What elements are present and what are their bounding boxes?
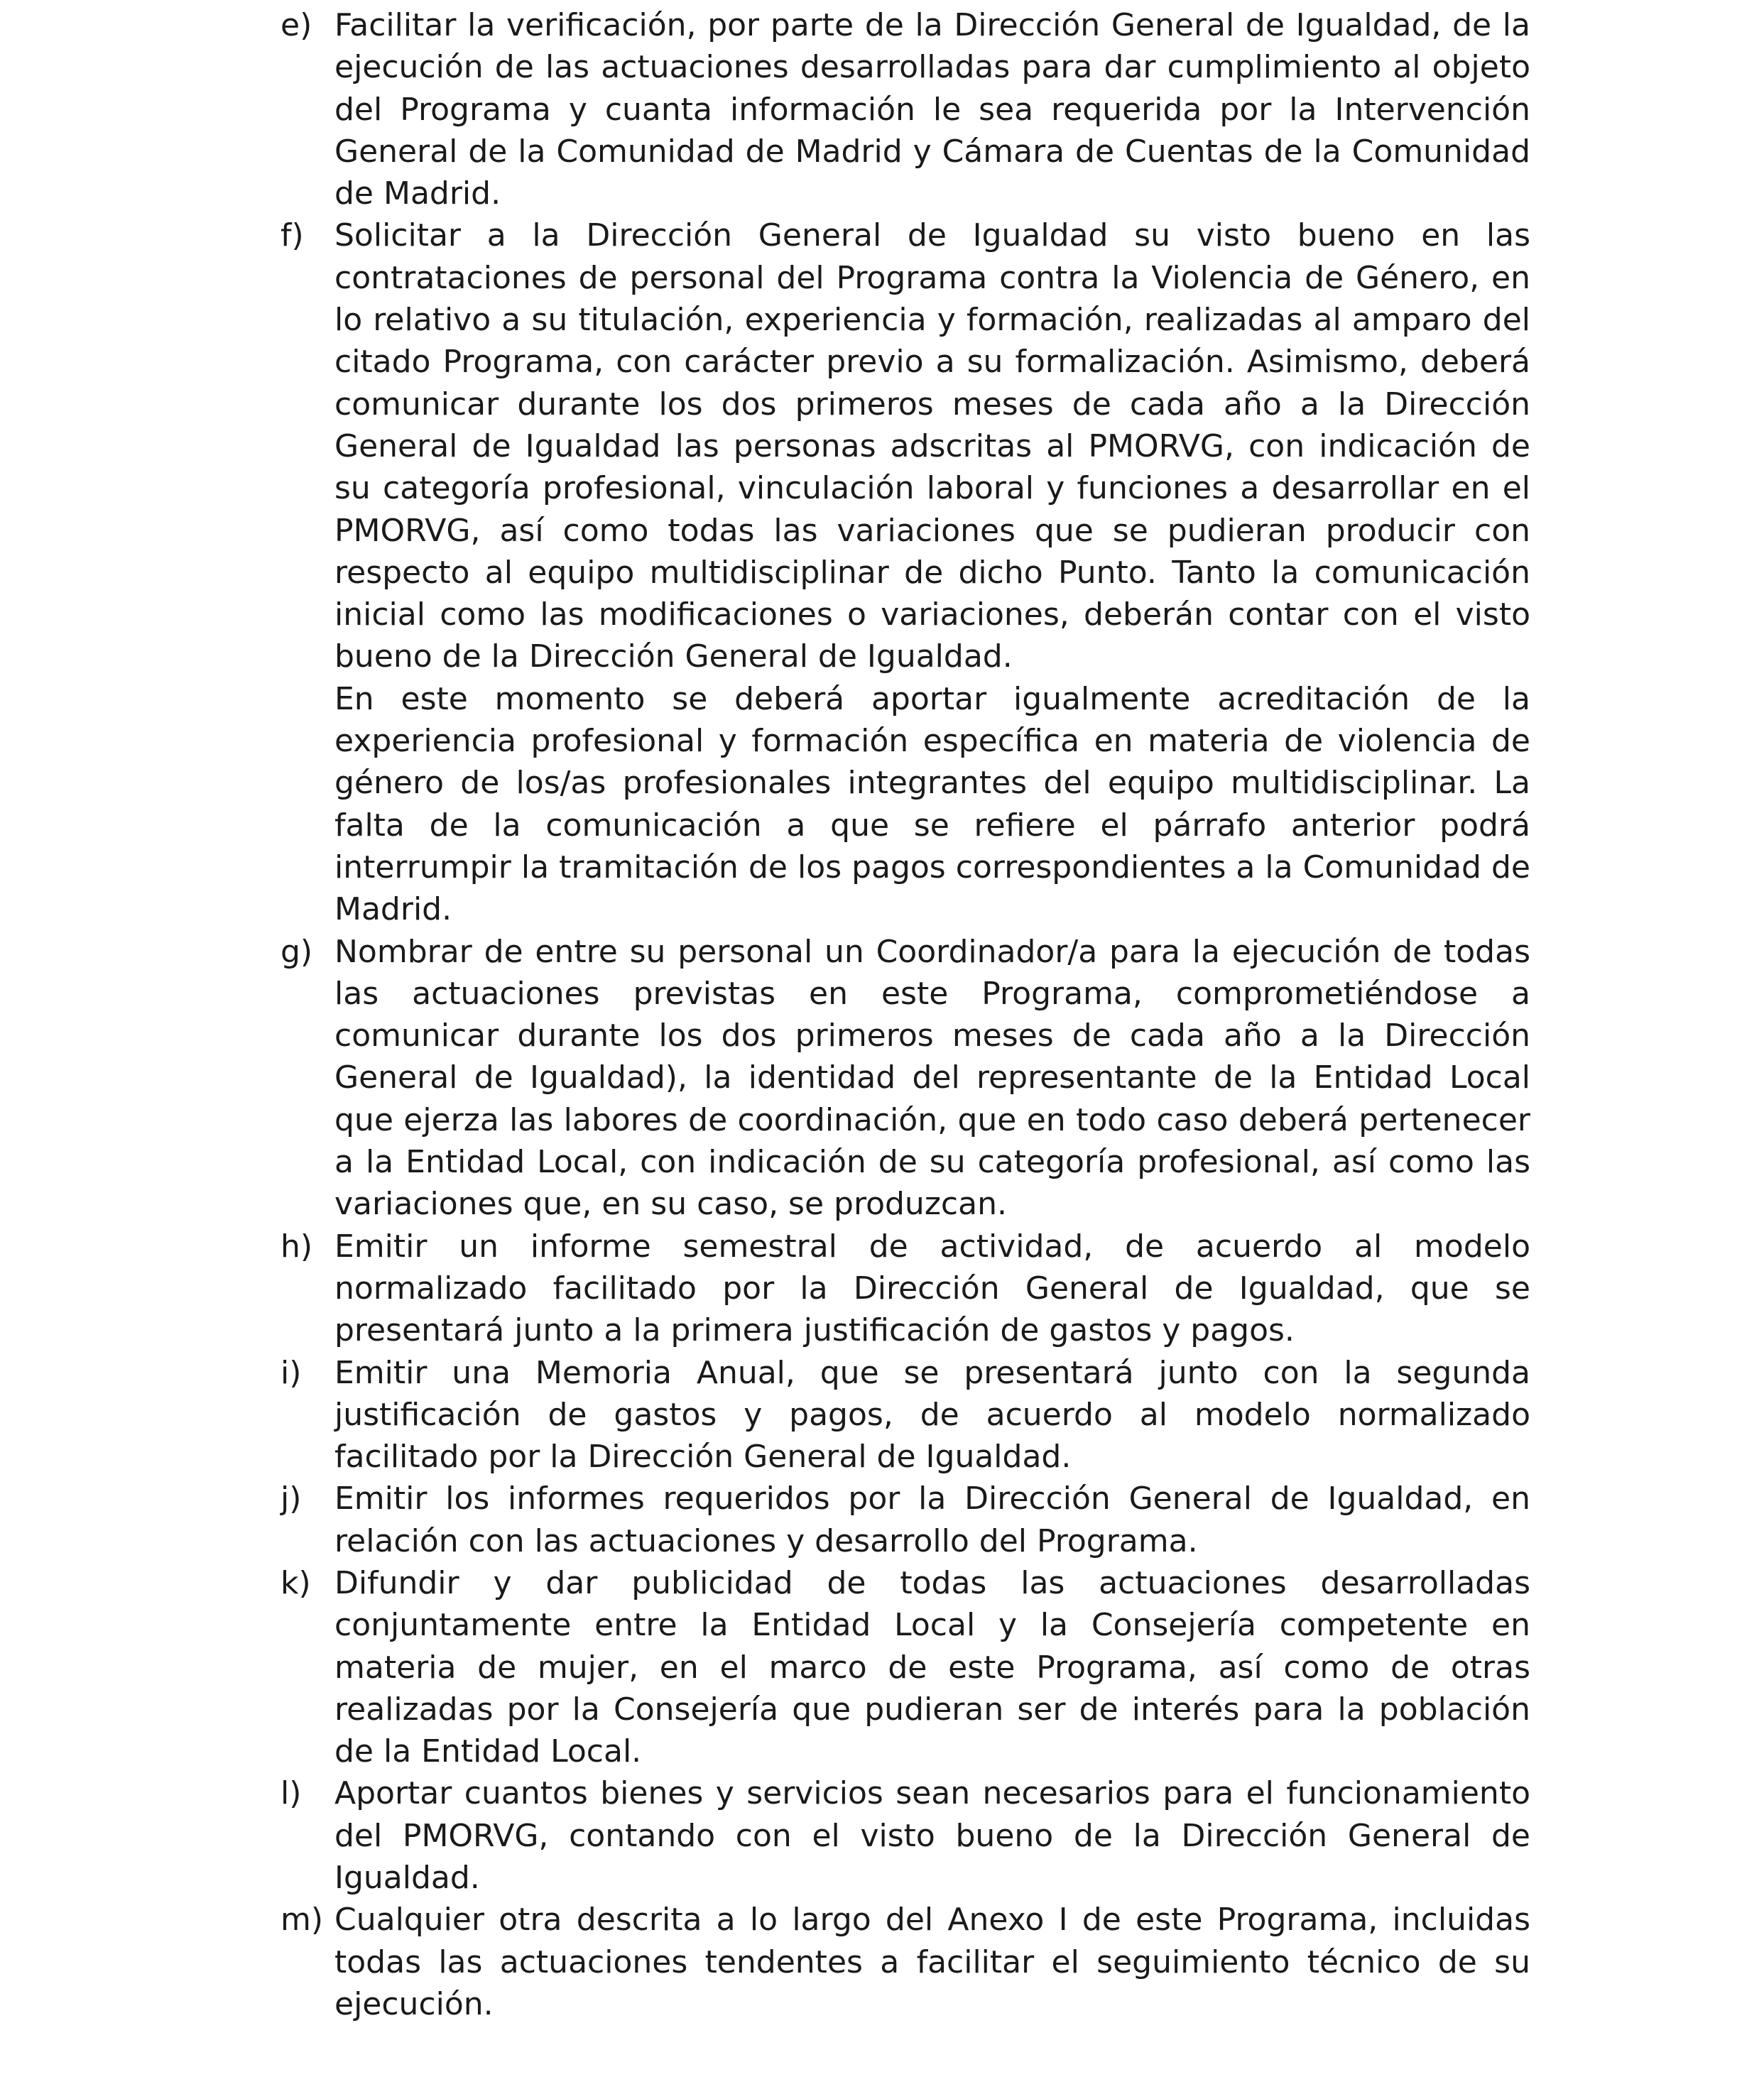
item-label: l) (281, 1775, 302, 1812)
item-label: h) (281, 1228, 313, 1265)
item-label: i) (281, 1354, 302, 1391)
item-paragraph: Cualquier otra descrita a lo largo del Anexo I de este Programa, incluidas todas las actuaciones tendentes a facilitar el seguimiento técnico de su ejecución. (334, 1902, 1530, 2022)
item-paragraph: Emitir una Memoria Anual, que se presentará junto con la segunda justificación de gastos y pagos, de acuerdo al modelo normalizado facilitado por la Dirección General de Igualdad. (334, 1354, 1530, 1476)
item-label: m) (281, 1902, 324, 1939)
item-label: g) (281, 933, 313, 970)
item-paragraph: Facilitar la verificación, por parte de la Dirección General de Igualdad, de la ejecución de las actuaciones desarrolladas para dar cumplimiento al objeto del Programa y cuanta información le sea requerida por la Intervención General de la Comunidad de Madrid y Cámara de Cuentas de la Comunidad de Madrid. (334, 7, 1530, 212)
item-paragraph: Solicitar a la Dirección General de Igualdad su visto bueno en las contrataciones de personal del Programa contra la Violencia de Género, en lo relativo a su titulación, experiencia y formación, realizadas al amparo del citado Programa, con carácter previo a su formalización. Asimismo, deberá comunicar durante los dos primeros meses de cada año a la Dirección General de Igualdad las personas adscritas al PMORVG, con indicación de su categoría profesional, vinculación laboral y funciones a desarrollar en el PMORVG, así como todas las variaciones que se pudieran producir con respecto al equipo multidisciplinar de dicho Punto. Tanto la comunicación inicial como las modificaciones o variaciones, deberán contar con el visto bueno de la Dirección General de Igualdad. (334, 217, 1530, 675)
list-item-k (281, 1562, 1530, 1772)
item-paragraph: Emitir los informes requeridos por la Dirección General de Igualdad, en relación con las actuaciones y desarrollo del Programa. (334, 1481, 1530, 1559)
obligations-list (281, 4, 1530, 2025)
item-label: j) (281, 1481, 302, 1517)
list-item-g (281, 931, 1530, 1226)
list-item-h (281, 1226, 1530, 1352)
list-item-m (281, 1899, 1530, 2025)
item-label: k) (281, 1564, 311, 1601)
item-label: f) (281, 217, 304, 254)
item-paragraph: Difundir y dar publicidad de todas las actuaciones desarrolladas conjuntamente entre la Entidad Local y la Consejería competente en materia de mujer, en el marco de este Programa, así como de otras realizadas por la Consejería que pudieran ser de interés para la población de la Entidad Local. (334, 1564, 1530, 1770)
item-paragraph: En este momento se deberá aportar igualmente acreditación de la experiencia profesional y formación específica en materia de violencia de género de los/as profesionales integrantes del equipo multidisciplinar. La falta de la comunicación a que se refiere el párrafo anterior podrá interrumpir la tramitación de los pagos correspondientes a la Comunidad de Madrid. (334, 680, 1530, 928)
item-paragraph: Emitir un informe semestral de actividad, de acuerdo al modelo normalizado facilitado por la Dirección General de Igualdad, que se presentará junto a la primera justificación de gastos y pagos. (334, 1228, 1530, 1349)
list-item-f (281, 214, 1530, 930)
list-item-j (281, 1478, 1530, 1562)
item-paragraph: Aportar cuantos bienes y servicios sean necesarios para el funcionamiento del PMORVG, contando con el visto bueno de la Dirección General de Igualdad. (334, 1775, 1530, 1897)
list-item-e (281, 4, 1530, 214)
list-item-l (281, 1772, 1530, 1899)
item-paragraph: Nombrar de entre su personal un Coordinador/a para la ejecución de todas las actuaciones previstas en este Programa, comprometiéndose a comunicar durante los dos primeros meses de cada año a la Dirección General de Igualdad), la identidad del representante de la Entidad Local que ejerza las labores de coordinación, que en todo caso deberá pertenecer a la Entidad Local, con indicación de su categoría profesional, así como las variaciones que, en su caso, se produzcan. (334, 933, 1530, 1223)
list-item-i (281, 1352, 1530, 1478)
item-label: e) (281, 7, 312, 43)
